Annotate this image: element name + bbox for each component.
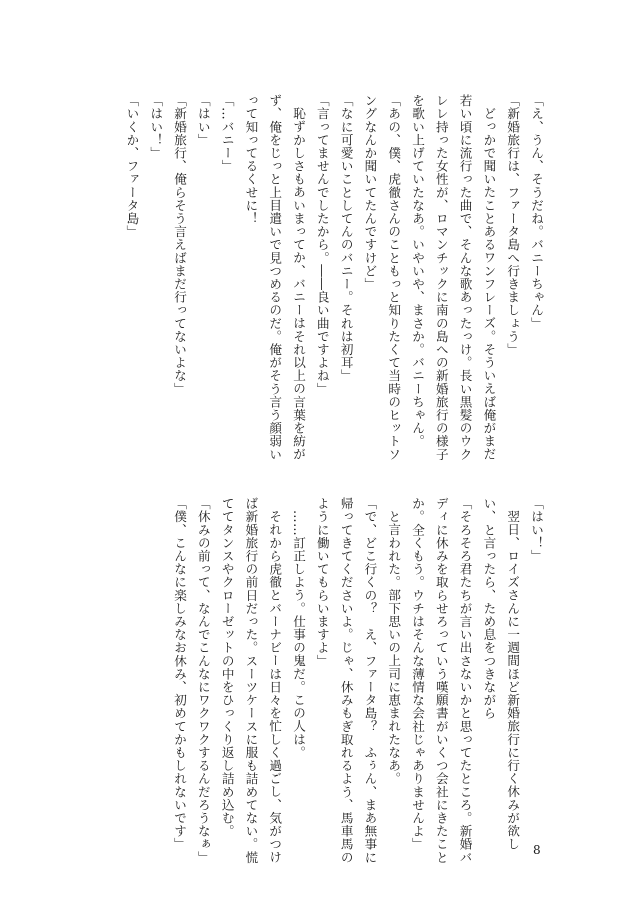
text-line: ててタンスやクローゼットの中をひっくり返し詰め込む。 [219, 497, 235, 838]
text-line: 「で、どこ行くの？ え、ファータ島？ ふぅん、まあ無事に [362, 497, 378, 864]
text-line: って知ってるくせに！ [243, 94, 259, 225]
text-line: 恥ずかしさもあいまってか、バニーはそれ以上の言葉を紡が [291, 106, 307, 461]
lower-text-column-block [167, 497, 548, 864]
text-line: ……訂正しよう。仕事の鬼だ。この人は。 [291, 509, 307, 759]
text-line: い、と言ったら、ため息をつきながら [481, 497, 497, 720]
page-number: 8 [533, 843, 541, 857]
text-line: か。全くもう。ウチはそんな薄情な会社じゃありませんよ」 [410, 497, 426, 851]
text-line: ず、俺をじっと上目遣いで見つめるのだ。俺がそう言う顔弱い [267, 94, 283, 461]
text-line: 「新婚旅行、俺らそう言えばまだ行ってないよな」 [172, 94, 188, 396]
text-line: を歌い上げていたなあ。いやいや、まさか。バニーちゃん。 [410, 94, 426, 448]
text-line: 「はい！」 [529, 497, 544, 563]
text-line: 「休みの前って、なんでこんなにワクワクするんだろうなぁ」 [195, 497, 211, 864]
upper-text-column-block [120, 94, 548, 461]
text-line: 「僕、こんなに楽しみなお休み、初めてかもしれないです」 [172, 497, 188, 851]
text-line: ディに休みを取らせろっていう嘆願書がいくつ会社にきたこと [433, 497, 449, 864]
text-line: それから虎徹とバーナビーは日々を忙しく過ごし、気がつけ [267, 509, 283, 864]
text-line: 翌日、ロイズさんに一週間ほど新婚旅行に行く休みが欲し [505, 509, 521, 851]
text-line: どっかで聞いたことあるワンフレーズ。そういえば俺がまだ [481, 106, 497, 461]
text-line: 「…バニー」 [219, 94, 235, 173]
text-line: レレ持った女性が、ロマンチックに南の島への新婚旅行の様子 [433, 94, 449, 461]
text-line: ように働いてもらいますよ」 [314, 497, 330, 668]
text-line: 「あの、僕、虎徹さんのこともっと知りたくて当時のヒットソ [386, 94, 402, 461]
text-line: 「言ってませんでしたから。――良い曲ですよね」 [314, 94, 330, 396]
text-line: 「いくか、ファータ島」 [124, 94, 140, 239]
text-line: ングなんか聞いてたんですけど」 [362, 94, 378, 291]
text-line: 「はい」 [195, 94, 211, 147]
text-line: 「新婚旅行は、ファータ島へ行きましょう」 [505, 94, 521, 356]
text-line: 若い頃に流行った曲で、そんな歌あったっけ。長い黒髪のウク [457, 94, 473, 461]
text-line: 「はい！」 [148, 94, 164, 160]
text-line: 「そろそろ君たちが言い出さないかと思ってたところ。新婚バ [457, 497, 473, 864]
text-line: と言われた。部下思いの上司に恵まれたなあ。 [386, 509, 402, 785]
text-line: 「なに可愛いことしてんのバニー。それは初耳」 [338, 94, 354, 383]
text-line: 帰ってきてくださいよ。じゃ、休みもぎ取れるよう、馬車馬の [338, 497, 354, 864]
text-line: 「え、うん、そうだね。バニーちゃん」 [529, 94, 544, 330]
text-line: ば新婚旅行の前日だった。スーツケースに服も詰めてない。慌 [243, 497, 259, 864]
